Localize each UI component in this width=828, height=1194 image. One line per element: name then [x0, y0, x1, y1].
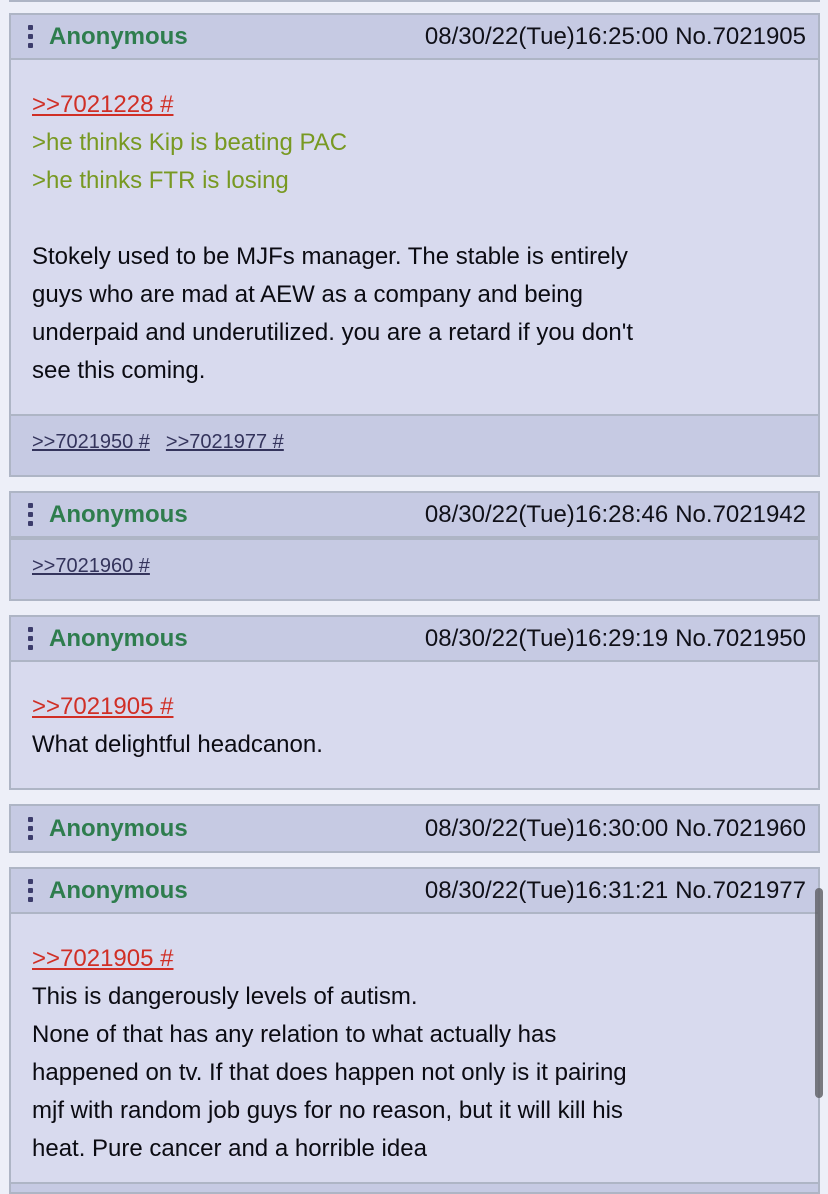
quotelink[interactable]: >>7021228 #	[32, 91, 174, 118]
post-7021950	[9, 615, 820, 790]
post-timestamp: 08/30/22(Tue)16:28:46	[424, 500, 669, 528]
backlink[interactable]: >>7021950 #	[32, 431, 150, 453]
body-line: see this coming.	[32, 357, 206, 384]
post-meta	[425, 625, 806, 653]
post-body	[11, 60, 818, 414]
post-backlinks-bar	[11, 538, 818, 599]
post-header	[11, 493, 818, 538]
backlink[interactable]: >>7021977 #	[165, 431, 284, 453]
post-body	[11, 662, 818, 788]
post-number[interactable]: No.7021942	[675, 500, 806, 528]
body-line: guys who are mad at AEW as a company and being	[32, 281, 583, 308]
backlink[interactable]: >>7021960 #	[32, 555, 150, 577]
quotelink[interactable]: >>7021905 #	[32, 945, 174, 972]
post-meta	[425, 877, 806, 905]
post-number[interactable]: No.7021950	[675, 624, 806, 652]
post-timestamp: 08/30/22(Tue)16:31:21	[424, 876, 669, 904]
poster-name: Anonymous	[49, 876, 188, 904]
body-line: Stokely used to be MJFs manager. The stable is entirely	[32, 243, 628, 270]
quotelink[interactable]: >>7021905 #	[32, 693, 174, 720]
post-meta	[425, 501, 806, 529]
post-header	[11, 869, 818, 914]
body-line: mjf with random job guys for no reason, but it will kill his	[32, 1097, 623, 1124]
poster-name: Anonymous	[49, 624, 188, 652]
post-menu-icon[interactable]	[28, 817, 33, 840]
post-header	[11, 15, 818, 60]
post-body	[11, 914, 818, 1182]
post-menu-icon[interactable]	[28, 25, 33, 48]
post-meta	[425, 23, 806, 51]
post-backlinks-bar	[11, 1182, 818, 1192]
body-line: happened on tv. If that does happen not only is it pairing	[32, 1059, 627, 1086]
post-header	[11, 806, 818, 851]
poster-name: Anonymous	[49, 500, 188, 528]
post-menu-icon[interactable]	[28, 627, 33, 650]
post-7021942	[9, 491, 820, 601]
poster-name: Anonymous	[49, 814, 188, 842]
body-line: underpaid and underutilized. you are a retard if you don't	[32, 319, 633, 346]
post-7021905	[9, 13, 820, 477]
post-timestamp: 08/30/22(Tue)16:25:00	[424, 22, 669, 50]
body-line: None of that has any relation to what actually has	[32, 1021, 557, 1048]
previous-post-bottom-border	[9, 0, 820, 2]
greentext-line: >he thinks Kip is beating PAC	[32, 129, 348, 156]
body-line: What delightful headcanon.	[32, 731, 323, 758]
post-meta	[425, 815, 806, 843]
body-line: This is dangerously levels of autism.	[32, 983, 418, 1010]
poster-name: Anonymous	[49, 22, 188, 50]
post-number[interactable]: No.7021905	[675, 22, 806, 50]
post-7021977	[9, 867, 820, 1194]
post-timestamp: 08/30/22(Tue)16:30:00	[424, 814, 669, 842]
post-number[interactable]: No.7021960	[675, 814, 806, 842]
post-header	[11, 617, 818, 662]
post-timestamp: 08/30/22(Tue)16:29:19	[424, 624, 669, 652]
post-backlinks-bar	[11, 414, 818, 475]
body-line: heat. Pure cancer and a horrible idea	[32, 1135, 427, 1162]
post-menu-icon[interactable]	[28, 879, 33, 902]
post-menu-icon[interactable]	[28, 503, 33, 526]
post-7021960	[9, 804, 820, 853]
scrollbar-thumb[interactable]	[815, 888, 823, 1098]
greentext-line: >he thinks FTR is losing	[32, 167, 289, 194]
body-line	[32, 200, 798, 238]
post-number[interactable]: No.7021977	[675, 876, 806, 904]
